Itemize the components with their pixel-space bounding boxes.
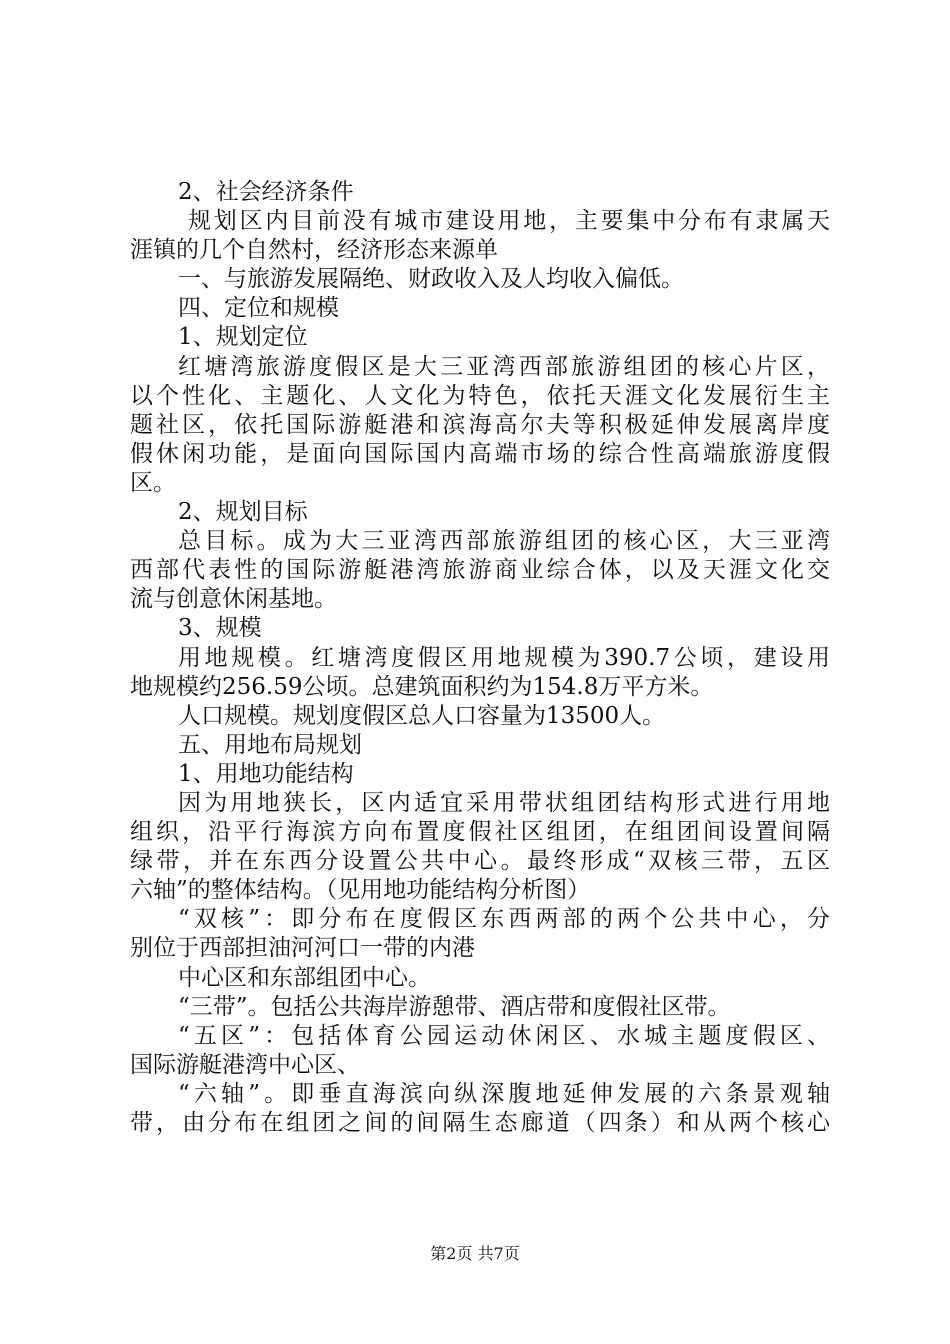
paragraph-line: 一、与旅游发展隔绝、财政收入及人均收入偏低。 (178, 266, 684, 293)
paragraph-line: 人口规模。规划度假区总人口容量为13500人。 (178, 702, 666, 729)
paragraph-line: 绿带，并在东西分设置公共中心。最终形成“双核三带，五区 (130, 848, 830, 875)
section-heading: 3、规模 (178, 615, 262, 642)
paragraph-line: “五区”：包括体育公园运动休闲区、水城主题度假区、 (178, 1022, 830, 1049)
paragraph-line: “六轴”。即垂直海滨向纵深腹地延伸发展的六条景观轴 (178, 1080, 830, 1107)
paragraph-line: 因为用地狭长，区内适宜采用带状组团结构形式进行用地 (178, 789, 830, 816)
paragraph-line: 总目标。成为大三亚湾西部旅游组团的核心区，大三亚湾 (178, 528, 830, 555)
paragraph-line: “双核”：即分布在度假区东西两部的两个公共中心，分 (178, 906, 830, 933)
paragraph-line: 题社区，依托国际游艇港和滨海高尔夫等积极延伸发展离岸度 (130, 411, 830, 438)
paragraph-line: 地规模约256.59公顷。总建筑面积约为154.8万平方米。 (130, 673, 714, 700)
section-heading: 1、用地功能结构 (178, 760, 354, 787)
section-heading: 五、用地布局规划 (178, 731, 362, 758)
paragraph-line: 规划区内目前没有城市建设用地，主要集中分布有隶属天 (188, 208, 830, 235)
paragraph-line: 以个性化、主题化、人文化为特色，依托天涯文化发展衍生主 (130, 382, 830, 409)
paragraph-line: 六轴”的整体结构。（见用地功能结构分析图） (130, 877, 591, 904)
page-footer (0, 1244, 950, 1264)
paragraph-line: 组织，沿平行海滨方向布置度假社区组团，在组团间设置间隔 (130, 819, 830, 846)
paragraph-line: 西部代表性的国际游艇港湾旅游商业综合体，以及天涯文化交 (130, 557, 830, 584)
section-heading: 2、社会经济条件 (178, 179, 354, 205)
document-body (130, 178, 830, 1138)
paragraph-line: “三带”。包括公共海岸游憩带、酒店带和度假社区带。 (178, 993, 731, 1020)
paragraph-line: 涯镇的几个自然村，经济形态来源单 (130, 237, 498, 264)
paragraph-line: 别位于西部担油河河口一带的内港 (130, 935, 475, 962)
paragraph-line: 区。 (130, 469, 176, 496)
paragraph-line: 用地规模。红塘湾度假区用地规模为390.7公顷，建设用 (178, 644, 830, 671)
paragraph-line: 流与创意休闲基地。 (130, 586, 337, 613)
section-heading: 1、规划定位 (178, 324, 308, 351)
page-number-label: 第2页 共7页 (430, 1244, 520, 1263)
section-heading: 四、定位和规模 (178, 295, 339, 322)
paragraph-line: 中心区和东部组团中心。 (178, 964, 431, 991)
paragraph-line: 假休闲功能，是面向国际国内高端市场的综合性高端旅游度假 (130, 440, 830, 467)
paragraph-line: 带，由分布在组团之间的间隔生态廊道（四条）和从两个核心 (130, 1110, 830, 1136)
section-heading: 2、规划目标 (178, 499, 308, 526)
paragraph-line: 国际游艇港湾中心区、 (130, 1051, 360, 1078)
paragraph-line: 红塘湾旅游度假区是大三亚湾西部旅游组团的核心片区， (178, 353, 830, 380)
